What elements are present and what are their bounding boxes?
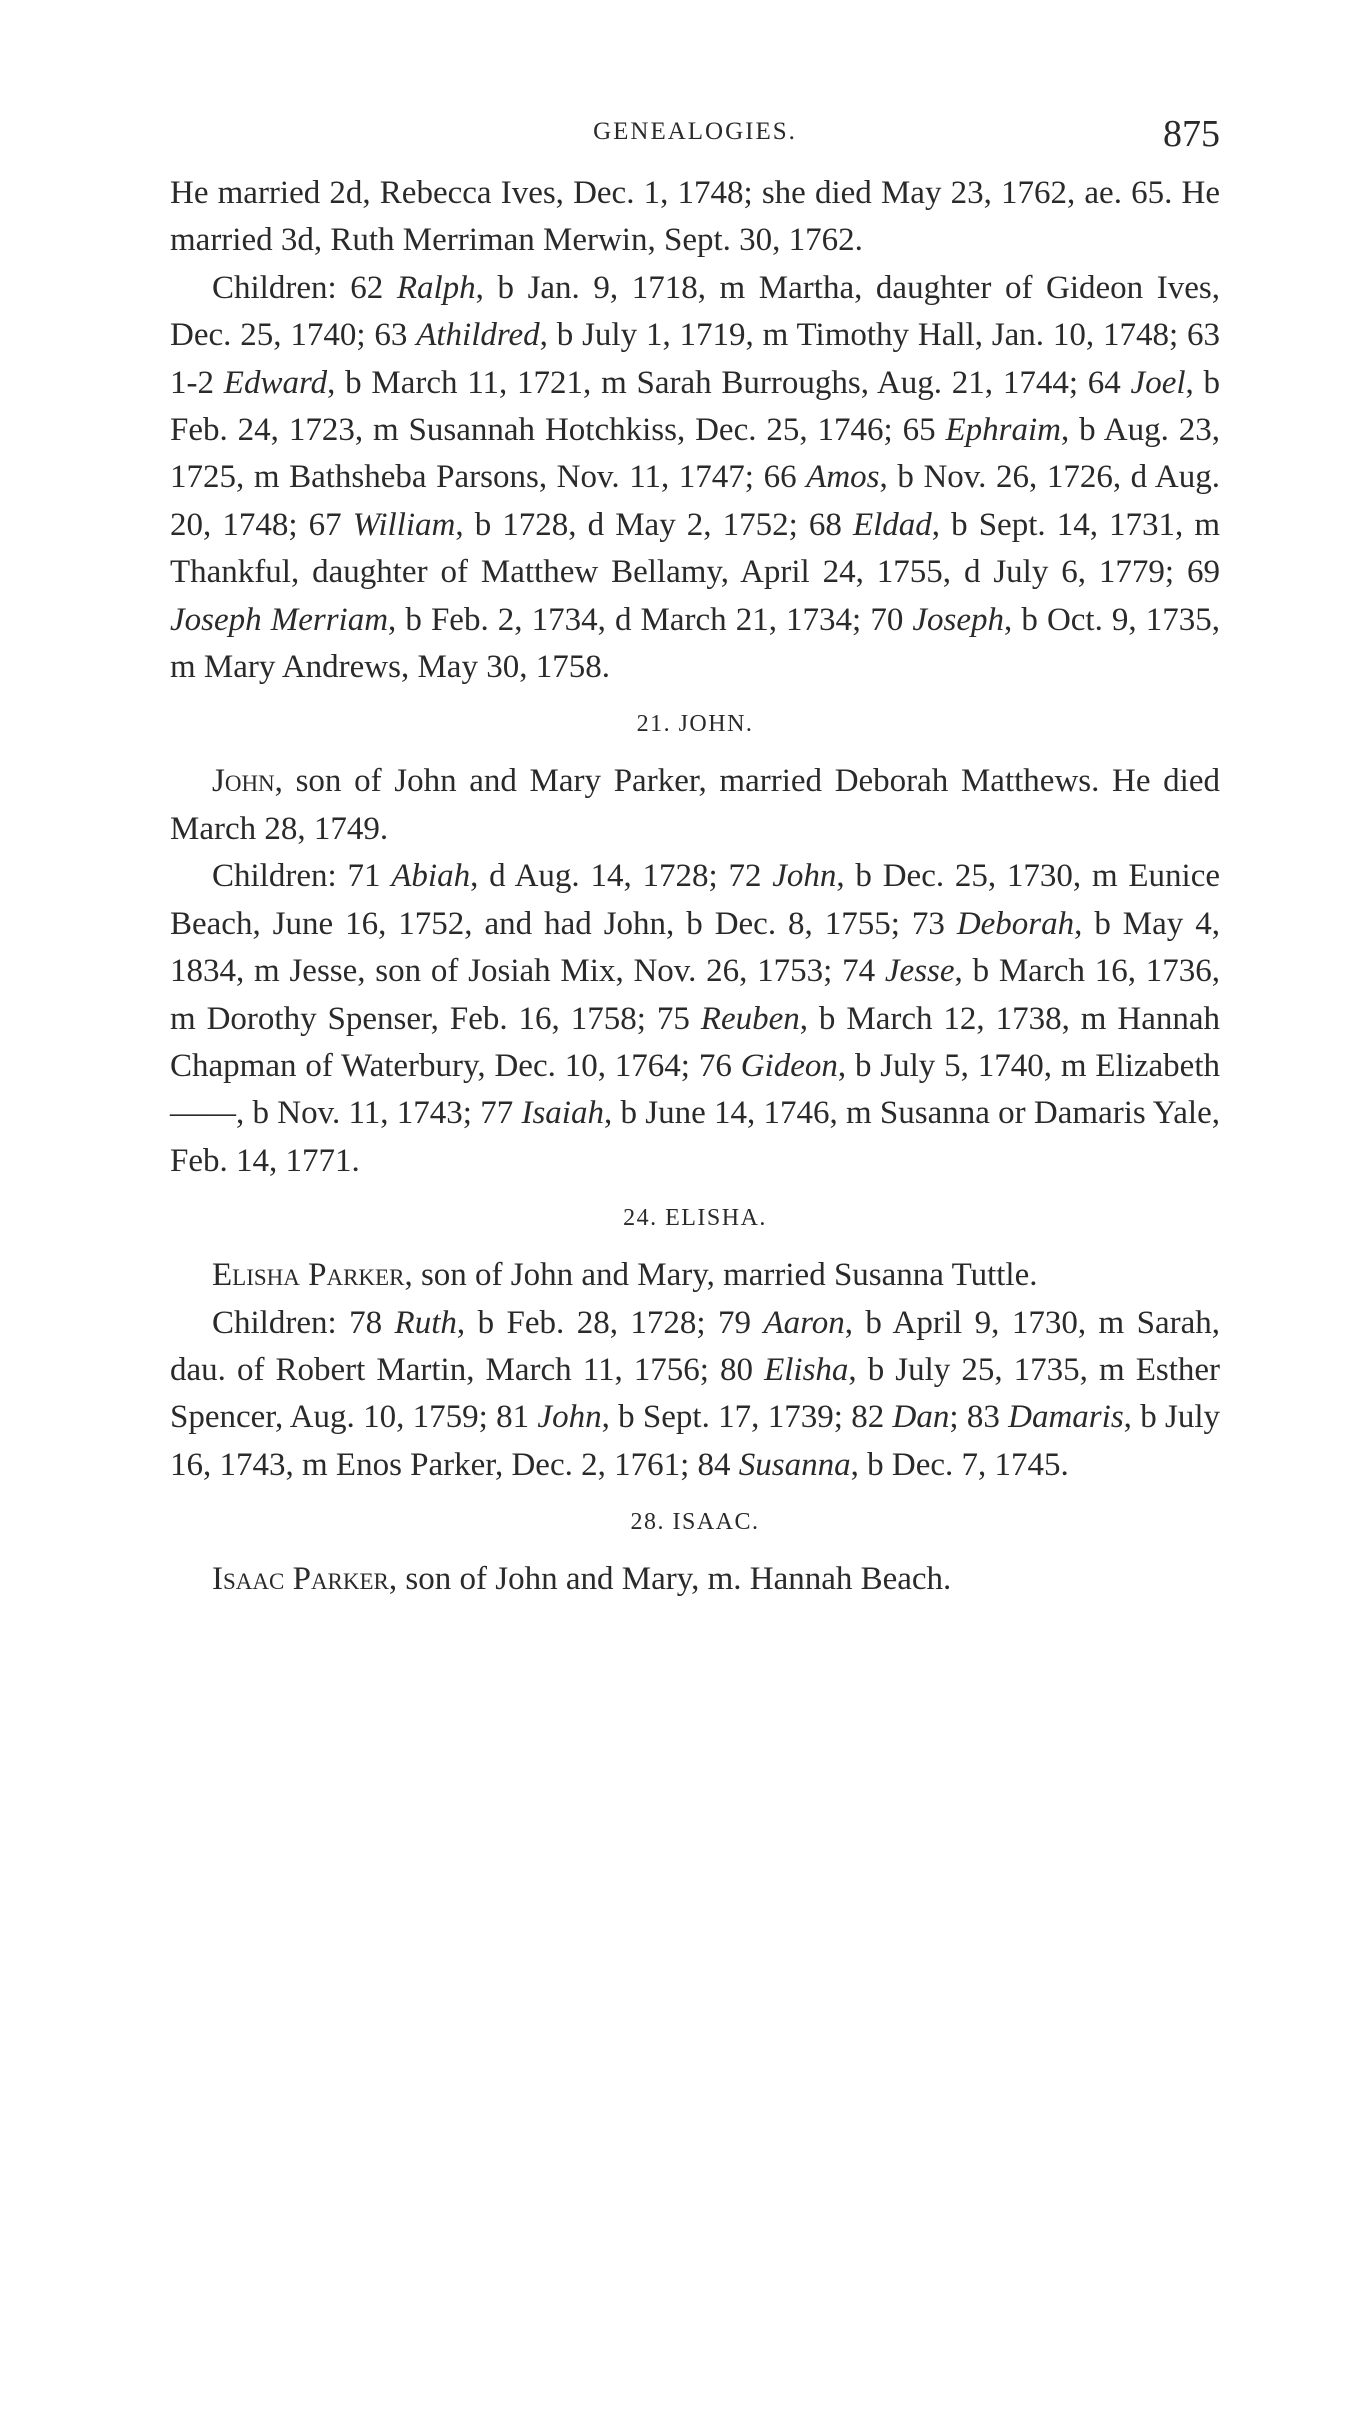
children-list	[170, 858, 1220, 1178]
children-paragraph-24	[170, 1300, 1220, 1490]
child-number: 71	[347, 858, 381, 895]
child-name: Dan	[892, 1399, 950, 1436]
child-entry	[851, 1399, 967, 1435]
child-details: ;	[949, 1399, 967, 1436]
intro-paragraph-elisha	[170, 1252, 1220, 1299]
children-list	[170, 270, 1220, 685]
person-name: John	[212, 763, 275, 800]
child-number: 73	[911, 905, 945, 942]
child-number: 67	[308, 506, 342, 543]
child-entry	[349, 1305, 718, 1341]
child-entry	[309, 507, 809, 543]
child-number: 72	[728, 858, 762, 895]
child-entry	[698, 1447, 1069, 1483]
child-number: 78	[349, 1304, 383, 1341]
child-name: Jesse	[884, 953, 955, 990]
child-name: Athildred	[416, 317, 540, 354]
children-label: Children:	[212, 1304, 350, 1341]
child-name: Elisha	[764, 1351, 849, 1388]
person-name: Isaac Parker	[212, 1561, 389, 1598]
children-label: Children:	[212, 858, 348, 895]
child-name: John	[772, 858, 837, 895]
child-details: , b 1728, d May 2, 1752;	[455, 506, 809, 543]
child-number: 63	[374, 317, 408, 354]
child-details: , b Feb. 24, 1723, m Susannah Hotchkiss, Dec. 25, 1746;	[170, 364, 1221, 449]
child-entry	[374, 317, 1187, 353]
child-details: , b April 9, 1730, m Sarah, dau. of Robert Martin, March 11, 1756;	[170, 1304, 1221, 1388]
child-details: , b July 25, 1735, m Esther Spencer, Aug. 10, 1759;	[170, 1351, 1221, 1436]
person-name: Elisha Parker	[212, 1257, 405, 1294]
child-number: 70	[870, 601, 904, 638]
intro-paragraph-john	[170, 758, 1220, 853]
intro-text: , son of John and Mary, married Susanna Tuttle.	[404, 1257, 1038, 1294]
child-name: Ephraim	[945, 412, 1062, 449]
child-name: Damaris	[1008, 1399, 1124, 1436]
child-number: 64	[1087, 364, 1121, 401]
child-name: William	[352, 506, 456, 543]
child-name: John	[537, 1399, 602, 1436]
child-name: Ruth	[394, 1304, 457, 1341]
child-details: , b June 14, 1746, m Susanna or Damaris Yale, Feb. 14, 1771.	[170, 1095, 1220, 1179]
child-details: , b Jan. 9, 1718, m Martha, daughter of Gideon Ives, Dec. 25, 1740;	[170, 269, 1220, 354]
book-page	[170, 0, 1220, 1604]
child-name: Isaiah	[521, 1095, 604, 1132]
child-entry	[496, 1399, 851, 1435]
section-heading-john: 21. JOHN.	[636, 711, 754, 738]
marriage-paragraph: He married 2d, Rebecca Ives, Dec. 1, 1748; she died May 23, 1762, ae. 65. He married 3d, Ruth Merriman Merwin, Sept. 30, 1762.	[170, 175, 1220, 259]
child-details: , b Feb. 28, 1728;	[456, 1304, 718, 1341]
child-name: Amos	[806, 459, 880, 496]
child-details: , b Nov. 26, 1726, d Aug. 20, 1748;	[170, 459, 1221, 543]
child-number: 77	[480, 1095, 514, 1132]
child-details: , b March 11, 1721, m Sarah Burroughs, Aug. 21, 1744;	[327, 364, 1088, 401]
child-name: Eldad	[852, 506, 932, 543]
child-details: , b Feb. 2, 1734, d March 21, 1734;	[388, 601, 871, 638]
child-number: 81	[496, 1399, 530, 1436]
child-number: 76	[698, 1047, 732, 1084]
child-entry	[347, 858, 728, 894]
child-name: Abiah	[391, 858, 471, 895]
child-number: 68	[808, 506, 842, 543]
child-details: , d Aug. 14, 1728;	[470, 858, 729, 895]
section-heading-elisha: 24. ELISHA.	[623, 1205, 767, 1232]
child-number: 62	[350, 269, 384, 306]
child-number: 69	[1187, 554, 1220, 591]
child-number: 65	[902, 412, 936, 449]
intro-text: , son of John and Mary, m. Hannah Beach.	[388, 1561, 952, 1598]
child-number: 82	[851, 1399, 885, 1436]
child-details: , b Aug. 23, 1725, m Bathsheba Parsons, Nov. 11, 1747;	[170, 412, 1220, 496]
child-details: , b March 12, 1738, m Hannah Chapman of Waterbury, Dec. 10, 1764;	[170, 1000, 1221, 1084]
running-title: GENEALOGIES.	[593, 118, 797, 145]
children-paragraph-21	[170, 853, 1220, 1185]
child-number: 79	[718, 1304, 751, 1341]
page-number: 875	[1163, 113, 1220, 155]
child-number: 80	[720, 1351, 754, 1388]
child-name: Joseph Merriam	[170, 601, 389, 638]
intro-text: , son of John and Mary Parker, married Deborah Matthews. He died March 28, 1749.	[170, 763, 1220, 847]
child-details: , b July 5, 1740, m Elizabeth ——, b Nov. 11, 1743;	[170, 1047, 1220, 1132]
child-details: , b Dec. 25, 1730, m Eunice Beach, June 16, 1752, and had John, b Dec. 8, 1755;	[170, 858, 1221, 942]
child-name: Ralph	[396, 269, 476, 306]
child-number: 83	[966, 1399, 1000, 1436]
child-name: Aaron	[763, 1304, 845, 1341]
section-heading-isaac: 28. ISAAC.	[630, 1509, 760, 1536]
child-number: 66	[763, 459, 797, 496]
child-name: Joel	[1130, 364, 1186, 401]
child-number: 74	[842, 953, 876, 990]
child-name: Deborah	[956, 905, 1075, 942]
child-name: Gideon	[740, 1047, 838, 1084]
child-details: , b Oct. 9, 1735, m Mary Andrews, May 30, 1758.	[170, 601, 1221, 686]
child-name: Reuben	[700, 1000, 800, 1037]
child-details: , b Sept. 17, 1739;	[601, 1399, 852, 1436]
child-name: Edward	[223, 364, 328, 401]
child-details: , b July 1, 1719, m Timothy Hall, Jan. 10, 1748;	[539, 317, 1188, 354]
child-details: , b Sept. 14, 1731, m Thankful, daughter of Matthew Bellamy, April 24, 1755, d July 6, 1779;	[170, 506, 1221, 591]
child-name: Joseph	[912, 601, 1005, 638]
child-number: 63 1-2	[170, 317, 1221, 401]
child-details: , b Dec. 7, 1745.	[850, 1446, 1069, 1483]
children-paragraph-20	[170, 265, 1220, 692]
child-details: , b May 4, 1834, m Jesse, son of Josiah Mix, Nov. 26, 1753;	[170, 905, 1220, 990]
running-head	[170, 0, 1220, 170]
child-details: , b March 16, 1736, m Dorothy Spenser, Feb. 16, 1758;	[170, 953, 1220, 1037]
child-number: 84	[697, 1446, 731, 1483]
child-details: , b July 16, 1743, m Enos Parker, Dec. 2, 1761;	[170, 1399, 1221, 1483]
intro-paragraph-isaac	[170, 1556, 1220, 1603]
child-name: Susanna	[738, 1446, 851, 1483]
children-label: Children:	[212, 269, 351, 306]
child-number: 75	[656, 1000, 690, 1037]
